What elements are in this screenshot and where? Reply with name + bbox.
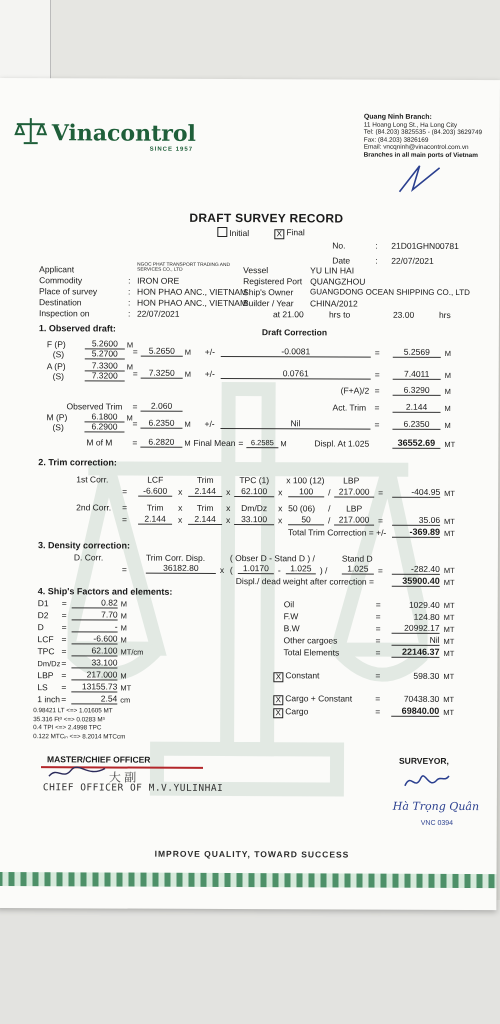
record-number: 21D01GHN00781 xyxy=(391,240,459,252)
master-signature-icon xyxy=(47,764,107,782)
trim-h2-factor: 50 (06) xyxy=(288,503,316,514)
element-label: B.W xyxy=(283,623,300,634)
company-slogan: IMPROVE QUALITY, TOWARD SUCCESS xyxy=(154,848,350,860)
mofm-value: 6.2820 xyxy=(140,437,182,448)
branch-line: Fax: (84.203) 3826169 xyxy=(363,136,429,144)
factor-label: D2 xyxy=(37,610,49,621)
surveyor-name: Hà Trọng Quân xyxy=(392,799,480,814)
mid-correction: Nil xyxy=(220,418,370,430)
mp-value: 6.1800 xyxy=(84,411,124,422)
aft-correction: 0.0761 xyxy=(221,368,371,380)
commodity-label: Commodity xyxy=(39,275,83,286)
as-label: (S) xyxy=(52,371,65,382)
vinacontrol-logo-icon xyxy=(14,116,48,146)
place-label: Place of survey xyxy=(39,286,98,297)
trim-corr-disp-label: Trim Corr. Disp. xyxy=(145,552,206,563)
brand-name: Vinacontrol xyxy=(51,120,196,147)
cargo-constant-checkbox: X xyxy=(273,695,283,705)
total-trim-correction: -369.89 xyxy=(392,527,440,538)
inspection-end: 23.00 xyxy=(392,309,415,320)
document-title: DRAFT SURVEY RECORD xyxy=(189,210,344,226)
total-elements: 22146.37 xyxy=(391,647,439,658)
observed-trim: 2.060 xyxy=(141,401,183,412)
trim-v2-trim: 2.144 xyxy=(138,514,172,525)
fp-label: F (P) xyxy=(46,339,66,350)
trim-h2-trim2: Trim xyxy=(196,502,214,513)
trim-h1-lbp: LBP xyxy=(343,475,360,486)
inspection-label: Inspection on xyxy=(38,308,90,319)
trim-h2-trim: Trim xyxy=(146,502,164,513)
dcorr-label: D. Corr. xyxy=(73,552,104,563)
ap-label: A (P) xyxy=(46,361,66,372)
inspection-date: 22/07/2021 xyxy=(136,308,180,319)
total-trim-label: Total Trim Correction = +/- xyxy=(287,527,387,538)
element-value: 1029.40 xyxy=(408,599,440,610)
obs-std-label: ( Obser D - Stand D ) / xyxy=(229,553,315,564)
trim-h1-lcf: LCF xyxy=(147,474,164,485)
factor-label: D1 xyxy=(37,598,49,609)
port-value: QUANGZHOU xyxy=(310,276,366,287)
cargo-constant-row: X Cargo + Constant xyxy=(273,693,352,705)
constant-checkbox: X xyxy=(273,672,283,682)
factors-right-list: Oil = 1029.40 MT F.W = 124.80 MT B.W = 20992.17 MT Other cargoes = Nil MT Total Elements = 22146.37 MT xyxy=(283,599,455,658)
hrs-label: hrs xyxy=(438,309,451,320)
density-correction: -282.40 xyxy=(392,564,440,575)
second-corr-label: 2nd Corr. xyxy=(76,502,112,513)
trim-v1-tpc: 62.100 xyxy=(234,486,274,497)
ms-value: 6.2900 xyxy=(84,421,124,432)
initial-checkbox xyxy=(217,227,227,237)
final-checkbox: X xyxy=(274,229,284,239)
forward-correction: -0.0081 xyxy=(221,346,371,358)
conversion-line: 0.122 MTCᵢₙ <=> 8.2014 MTCcm xyxy=(33,732,126,741)
brand-since: SINCE 1957 xyxy=(149,146,194,153)
cargo-row: X Cargo xyxy=(273,706,308,718)
element-label: Total Elements xyxy=(283,647,340,658)
trim-v1-lcf: -6.600 xyxy=(138,486,172,497)
branch-line: 11 Hoang Long St., Ha Long City xyxy=(363,121,458,129)
act-trim: 2.144 xyxy=(393,402,441,413)
trim-h2-lbp: LBP xyxy=(346,503,363,514)
fs-value: 5.2700 xyxy=(85,348,125,359)
signature-mark-icon xyxy=(394,162,444,198)
trim-h1-tpc: TPC (1) xyxy=(239,475,270,486)
owner-label: Ship's Owner xyxy=(243,287,294,298)
destination-value: HON PHAO ANC., VIETNAM xyxy=(136,297,248,309)
trim-v1-trim: 2.144 xyxy=(188,486,222,497)
displacement: 36552.69 xyxy=(392,438,440,449)
surveyor-label: SURVEYOR, xyxy=(399,755,449,766)
branch-info xyxy=(364,114,483,160)
inspection-start: at 21.00 xyxy=(272,309,304,320)
ms-label: (S) xyxy=(52,422,64,433)
constant-row: X Constant xyxy=(273,670,319,682)
factor-value: 7.70 xyxy=(72,609,118,620)
factor-label: TPC xyxy=(37,646,55,657)
builder-label: Builder / Year xyxy=(242,298,294,309)
mid-mean: 6.2350 xyxy=(140,418,182,429)
conversion-line: 35.316 Ft³ <=> 0.0283 M³ xyxy=(33,715,105,724)
destination-label: Destination xyxy=(39,297,82,308)
factor-label: D xyxy=(37,622,44,633)
record-date: 22/07/2021 xyxy=(391,255,434,266)
survey-document: Vinacontrol SINCE 1957 Quang Ninh Branch: 11 Hoang Long St., Ha Long City Tel: (84.203) 3825535 - (84.203) 3629749 Fax: (84.203) 3826169 Email: vncqninh@vinacontrol.com.vn Branches in all main ports of Vietnam DRAFT SURVEY RECORD Initial X Final No. : 21D01GHN00781 Date : 22/07/2021 Applicant NGOC PHAT TRANSPORT TRADING AND SERVICES CO., LTD Commodity : IRON ORE Place of survey : HON PHAO ANC., VIETNAM Destination : HON PHAO ANC., VIETNAM Inspection on : 22/07/2021 at 21.00 hrs to 23.00 hrs Vessel YU LIN HAI Registered Port QUANGZHOU Ship's Owner GUANGDONG OCEAN SHIPPING CO., LTD Builder / Year CHINA/2012 1. Observed draft: Draft Correction F (P) (S) 5.2600 5.2700 M = 5.2650 M +/- -0.0081 = 5.2569 M A (P) (S) 7.3300 7.3200 M = 7.3250 M +/- 0.0761 = 7.4011 M (F+A)/2 = 6.3290 M Observed Trim = 2.060 Act. Trim = 2.144 M M (P) (S) 6.1800 6.2900 M = 6.2350 M +/- Nil = 6.2350 M M of M = 6.2820 M Final Mean = 6.2585 M Displ. At 1.025 36552.69 MT 2. Trim correction: 1st Corr. 2nd Corr. = = = LCF Trim TPC (1) x 100 (12) LBP -6.600 x 2.144 x 62.100 x 100 / 217.000 = -404.95 MT Trim x Trim x Dm/Dz x 50 (06) / LBP 2.144 x 2.144 x 33.100 x 50 / 217.000 = 35.06 MT Total Trim Correction = +/- -369.89 MT 3. Density correction: D. Corr. Trim Corr. Disp. ( Obser D - Stand D ) / Stand D = 36182.80 x ( 1.0170 - 1.025 ) / 1.025 = -282.40 MT Displ./ dead weight after correction = 35900.40 MT 4. Ship's Factors and elements: D1 = 0.82 M D2 = 7.70 M D = - M LCF = -6.600 M TPC = 62.100 MT/cm Dm/Dz = 33.100 LBP = 217.000 M LS = 13155.73 MT 1 inch = 2.54 cm Oil = 1029.40 MT F.W = 124.80 MT B.W = 20992.17 MT Other cargoes = Nil MT Total Elements = 22146.37 MT X Constant = 598.30 MT X Cargo + Constant = 70438.30 MT X Cargo = 69840.00 MT 0.98421 LT <=> 1.01605 MT 35.316 Ft³ <=> 0.0283 M³ 0.4 TPI <=> 2.4998 TPC 0.122 MTCᵢₙ <=> 8.2014 MTCcm MASTER/CHIEF OFFICER 大 副 CHIEF OFFICER OF M.V.YULINHAI SURVEYOR, Hà Trọng Quân VNC 0394 IMPROVE QUALITY, TOWARD SUCCESS xyxy=(0,78,500,910)
first-corr-label: 1st Corr. xyxy=(76,474,109,485)
final-mean: 6.2585 xyxy=(246,438,278,448)
std-d-label: Stand D xyxy=(341,553,373,564)
factor-value: 13155.73 xyxy=(71,681,117,692)
final-mean-label: Final Mean xyxy=(193,437,236,449)
trim-corr-disp: 36182.80 xyxy=(146,563,216,574)
commodity-value: IRON ORE xyxy=(137,275,180,286)
decorative-border xyxy=(0,872,497,888)
element-label: Oil xyxy=(283,599,295,610)
applicant-value: NGOC PHAT TRANSPORT TRADING AND SERVICES CO., LTD xyxy=(137,262,230,274)
conversion-line: 0.98421 LT <=> 1.01605 MT xyxy=(33,707,113,715)
fa2-value: 6.3290 xyxy=(393,385,441,396)
displ-label: Displ. At 1.025 xyxy=(314,438,370,449)
factor-label: LCF xyxy=(37,634,54,645)
section-trim-correction: 2. Trim correction: xyxy=(38,457,117,468)
builder-value: CHINA/2012 xyxy=(309,298,358,309)
factor-label: Dm/Dz xyxy=(37,659,61,669)
observed-trim-label: Observed Trim xyxy=(66,401,123,412)
act-trim-label: Act. Trim xyxy=(332,402,367,413)
section-observed-draft: 1. Observed draft: xyxy=(38,323,116,334)
vessel-label: Vessel xyxy=(243,265,269,276)
element-label: Other cargoes xyxy=(283,635,338,646)
factor-value: 2.54 xyxy=(71,693,117,704)
factor-value: 217.000 xyxy=(71,669,117,680)
first-corr-result: -404.95 xyxy=(392,487,440,498)
constant-value: 598.30 xyxy=(413,670,440,681)
trim-v2-lbp: 217.000 xyxy=(334,514,374,525)
trim-v1-factor: 100 xyxy=(288,486,324,497)
branch-email: Email: vncqninh@vinacontrol.com.vn xyxy=(363,143,469,152)
corrected-displ-label: Displ./ dead weight after correction = xyxy=(235,576,375,587)
standard-density-divisor: 1.025 xyxy=(342,563,374,574)
cargo-constant-value: 70438.30 xyxy=(403,693,440,704)
mid-corrected: 6.2350 xyxy=(392,419,440,430)
factor-value: - xyxy=(72,621,118,632)
observed-density: 1.0170 xyxy=(238,563,274,574)
fp-value: 5.2600 xyxy=(85,338,125,349)
mode-final: X Final xyxy=(274,227,304,239)
applicant-label: Applicant xyxy=(39,264,75,275)
unit-conversions xyxy=(33,707,125,742)
date-label: Date xyxy=(332,255,351,266)
surveyor-signature-icon xyxy=(401,768,451,794)
standard-density: 1.025 xyxy=(286,563,316,574)
forward-corrected: 5.2569 xyxy=(393,347,441,358)
branch-line: Tel: (84.203) 3825535 - (84.203) 3629749 xyxy=(363,128,483,137)
factor-value: -6.600 xyxy=(72,633,118,644)
aft-corrected: 7.4011 xyxy=(393,369,441,380)
fs-label: (S) xyxy=(52,349,65,360)
factor-label: LBP xyxy=(37,670,54,681)
factors-left-list: D1 = 0.82 M D2 = 7.70 M D = - M LCF = -6.600 M TPC = 62.100 MT/cm Dm/Dz = 33.100 LBP = 217.000 M LS = 13155.73 MT 1 inch = 2.54 cm xyxy=(37,597,144,705)
factor-label: LS xyxy=(37,682,48,693)
draft-correction-heading: Draft Correction xyxy=(261,327,328,338)
cargo-value: 69840.00 xyxy=(391,706,439,717)
aft-mean: 7.3250 xyxy=(141,368,183,379)
trim-v2-factor: 50 xyxy=(288,514,324,525)
factor-value: 62.100 xyxy=(71,645,117,656)
background-bottom xyxy=(0,900,500,1024)
hrs-to-label: hrs to xyxy=(328,309,351,320)
branch-name: Quang Ninh Branch: xyxy=(363,113,432,121)
conversion-line: 0.4 TPI <=> 2.4998 TPC xyxy=(33,724,102,732)
mofm-label: M of M xyxy=(86,437,113,448)
fa2-label: (F+A)/2 xyxy=(340,385,370,396)
trim-v2-trim2: 2.144 xyxy=(188,514,222,525)
ap-value: 7.3300 xyxy=(85,360,125,371)
trim-h1-factor: x 100 (12) xyxy=(286,475,325,486)
element-value: 124.80 xyxy=(413,611,440,622)
trim-h1-trim: Trim xyxy=(196,474,214,485)
as-value: 7.3200 xyxy=(85,370,125,381)
chief-officer-stamp: CHIEF OFFICER OF M.V.YULINHAI xyxy=(42,782,224,794)
corrected-displacement: 35900.40 xyxy=(392,576,440,587)
element-value: 20992.17 xyxy=(392,623,440,634)
place-value: HON PHAO ANC., VIETNAM xyxy=(137,286,248,298)
element-value: Nil xyxy=(392,635,440,646)
factor-value: 33.100 xyxy=(71,657,117,668)
element-label: F.W xyxy=(283,611,299,622)
second-corr-result: 35.06 xyxy=(392,515,440,526)
cargo-checkbox: X xyxy=(273,708,283,718)
mp-label: M (P) xyxy=(46,412,68,423)
surveyor-code: VNC 0394 xyxy=(420,819,454,827)
factor-label: 1 inch xyxy=(37,694,60,705)
owner-value: GUANGDONG OCEAN SHIPPING CO., LTD xyxy=(310,287,470,298)
factor-value: 0.82 xyxy=(72,597,118,608)
mode-initial: Initial xyxy=(217,227,249,238)
section-ship-factors: 4. Ship's Factors and elements: xyxy=(37,586,173,597)
no-label: No. xyxy=(332,240,346,251)
trim-v2-dmdz: 33.100 xyxy=(234,514,274,525)
section-density-correction: 3. Density correction: xyxy=(37,540,131,551)
port-label: Registered Port xyxy=(243,276,303,287)
vessel-name: YU LIN HAI xyxy=(310,265,355,276)
forward-mean: 5.2650 xyxy=(141,346,183,357)
branch-ports: Branches in all main ports of Vietnam xyxy=(363,151,478,160)
chief-stamp-cn: 大 副 xyxy=(108,770,137,785)
master-label: MASTER/CHIEF OFFICER xyxy=(47,754,151,765)
trim-h2-dmdz: Dm/Dz xyxy=(241,503,268,514)
trim-v1-lbp: 217.000 xyxy=(334,486,374,497)
